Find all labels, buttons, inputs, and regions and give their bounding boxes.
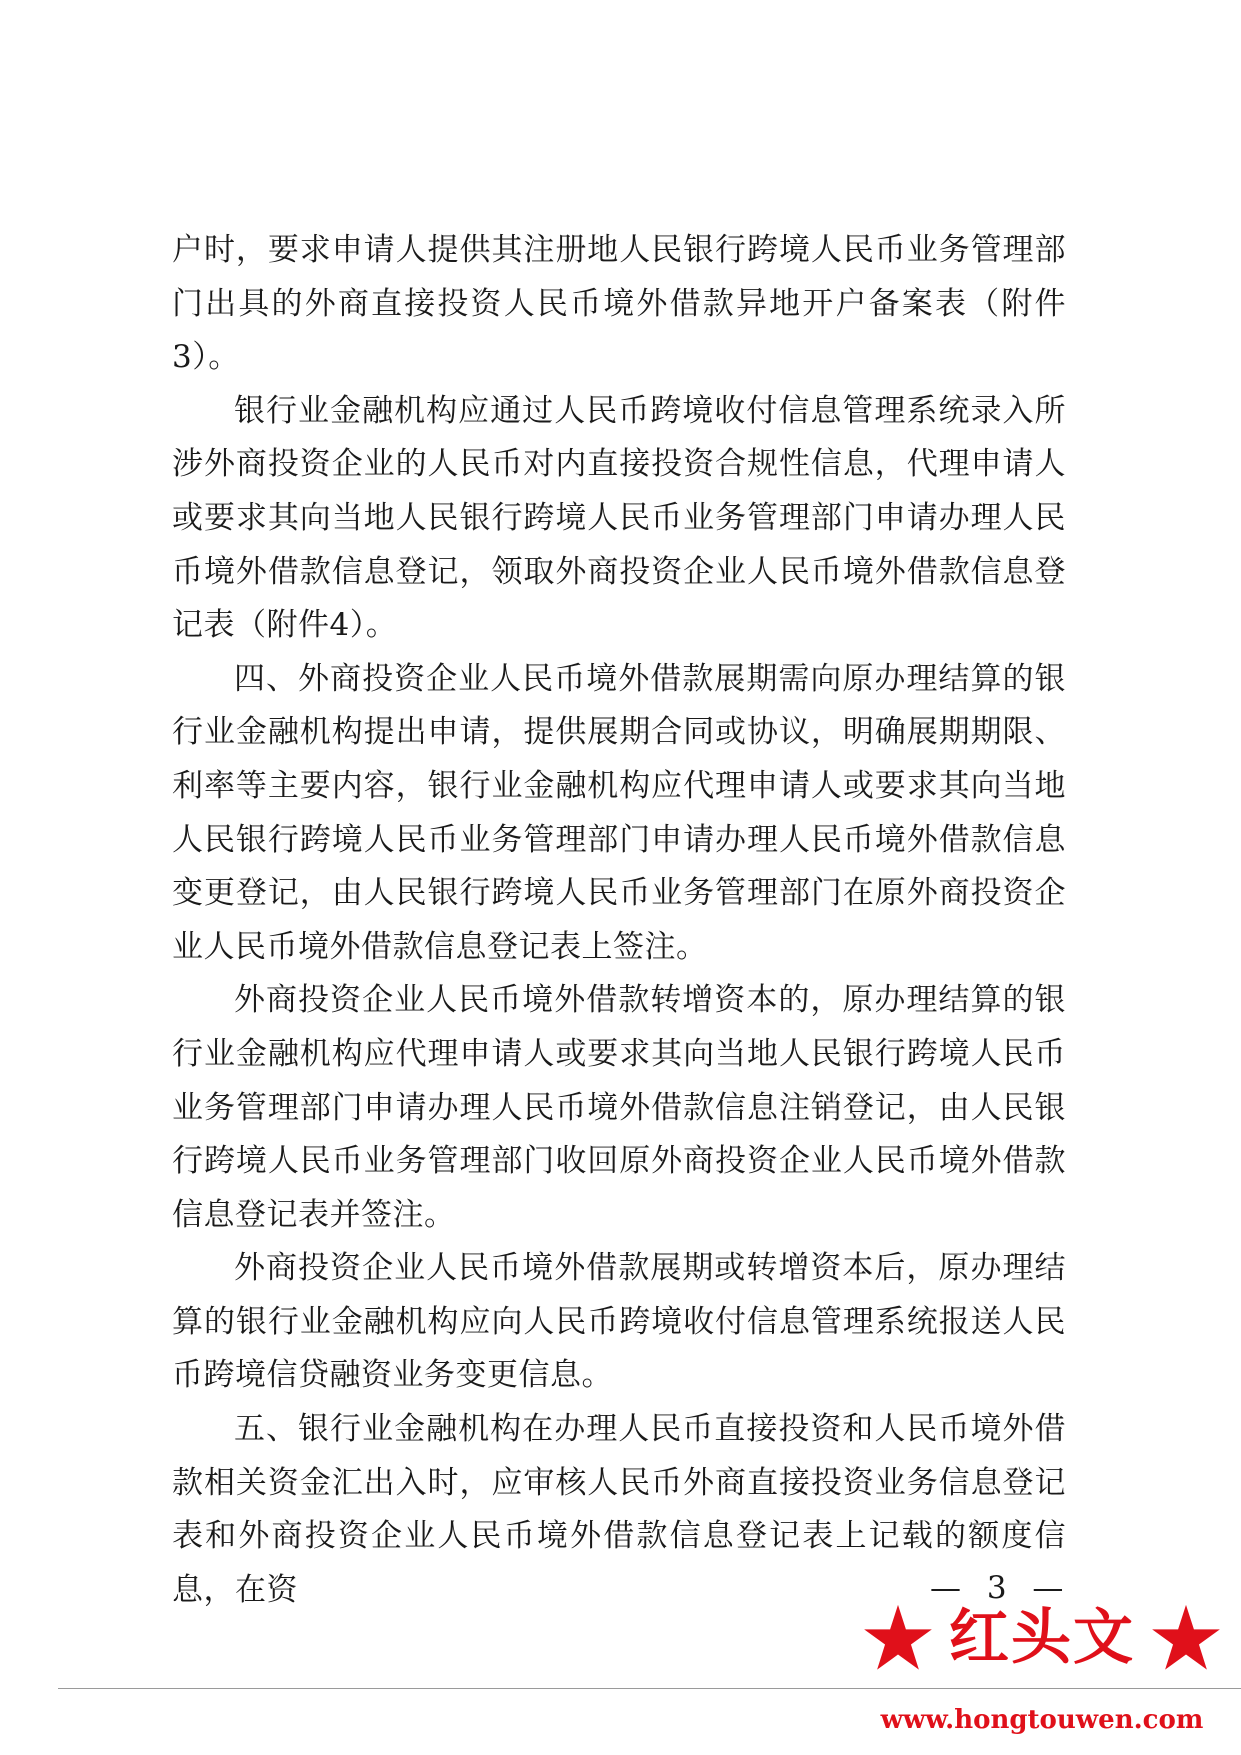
watermark	[862, 1602, 1222, 1752]
paragraph-system-entry: 银行业金融机构应通过人民币跨境收付信息管理系统录入所涉外商投资企业的人民币对内直接投资合规性信息，代理申请人或要求其向当地人民银行跨境人民币业务管理部门申请办理人民币境外借款信息登记，领取外商投资企业人民币境外借款信息登记表（附件4）。	[172, 392, 1066, 644]
watermark-brand: 红头文	[949, 1603, 1135, 1673]
star-icon	[862, 1602, 934, 1674]
paragraph-capital-conversion: 外商投资企业人民币境外借款转增资本的，原办理结算的银行业金融机构应代理申请人或要求其向当地人民银行跨境人民币业务管理部门申请办理人民币境外借款信息注销登记，由人民银行跨境人民币业务管理部门收回原外商投资企业人民币境外借款信息登记表并签注。	[172, 982, 1066, 1233]
paragraph-continuation: 户时，要求申请人提供其注册地人民银行跨境人民币业务管理部门出具的外商直接投资人民币境外借款异地开户备案表（附件3）。	[172, 232, 1066, 376]
paragraph-section-five: 五、银行业金融机构在办理人民币直接投资和人民币境外借款相关资金汇出入时，应审核人民币外商直接投资业务信息登记表和外商投资企业人民币境外借款信息登记表上记载的额度信息，在资	[172, 1411, 1066, 1608]
page-number: — 3 —	[930, 1570, 1072, 1606]
body-text	[172, 224, 1066, 1617]
paragraph-change-report: 外商投资企业人民币境外借款展期或转增资本后，原办理结算的银行业金融机构应向人民币跨境收付信息管理系统报送人民币跨境信贷融资业务变更信息。	[172, 1250, 1066, 1394]
watermark-brand-line	[862, 1602, 1222, 1682]
paragraph-section-four: 四、外商投资企业人民币境外借款展期需向原办理结算的银行业金融机构提出申请，提供展期合同或协议，明确展期期限、利率等主要内容，银行业金融机构应代理申请人或要求其向当地人民银行跨境人民币业务管理部门申请办理人民币境外借款信息变更登记，由人民银行跨境人民币业务管理部门在原外商投资企业人民币境外借款信息登记表上签注。	[172, 660, 1066, 965]
watermark-url: www.hongtouwen.com	[880, 1705, 1204, 1735]
star-icon	[1150, 1602, 1222, 1674]
